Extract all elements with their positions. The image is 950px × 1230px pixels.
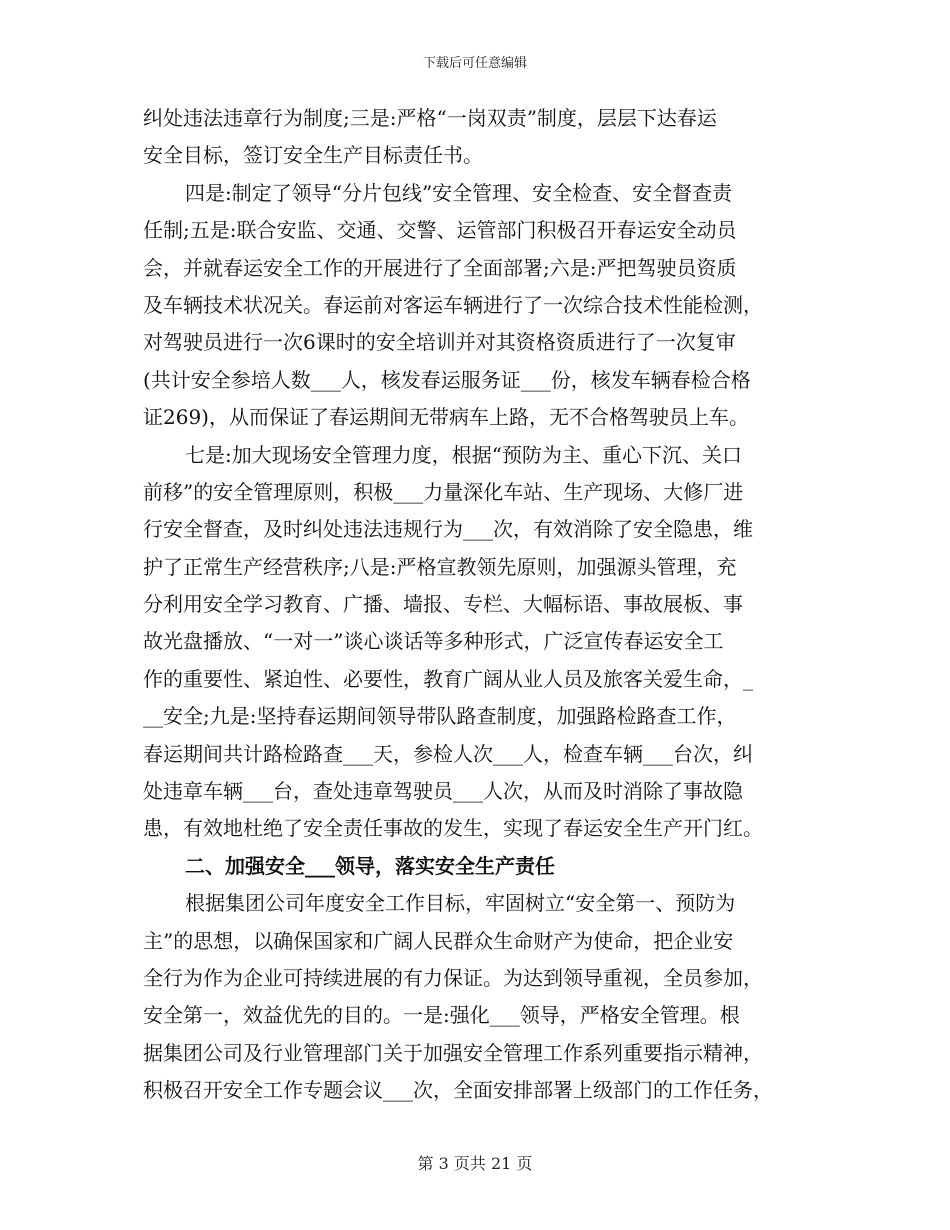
body-line: 作的重要性、紧迫性、必要性，教育广阔从业人员及旅客关爱生命，_ bbox=[143, 666, 753, 691]
body-line: 前移”的安全管理原则，积极___力量深化车站、生产现场、大修厂进 bbox=[143, 479, 744, 504]
body-line: 患，有效地杜绝了安全责任事故的发生，实现了春运安全生产开门红。 bbox=[143, 816, 763, 841]
body-line: 全行为作为企业可持续进展的有力保证。为达到领导重视，全员参加， bbox=[143, 965, 763, 990]
body-line: (共计安全参培人数___人，核发春运服务证___份，核发车辆春检合格 bbox=[143, 367, 751, 392]
body-line: 对驾驶员进行一次6课时的安全培训并对其资格资质进行了一次复审 bbox=[143, 330, 736, 355]
body-line: 据集团公司及行业管理部门关于加强安全管理工作系列重要指示精神， bbox=[143, 1040, 763, 1065]
body-line: 行安全督查，及时纠处违法违规行为___次，有效消除了安全隐患，维 bbox=[143, 517, 753, 542]
body-line: 分利用安全学习教育、广播、墙报、专栏、大幅标语、事故展板、事 bbox=[143, 592, 743, 617]
page-number: 第 3 页共 21 页 bbox=[417, 1154, 533, 1173]
body-line: 任制;五是:联合安监、交通、交警、运管部门积极召开春运安全动员 bbox=[143, 218, 737, 243]
document-body bbox=[143, 100, 815, 1110]
body-line: 安全目标，签订安全生产目标责任书。 bbox=[143, 143, 483, 168]
page-header: 下载后可任意编辑 bbox=[422, 56, 527, 71]
body-line: 证269)，从而保证了春运期间无带病车上路，无不合格驾驶员上车。 bbox=[143, 405, 749, 430]
body-line: 处违章车辆___台，查处违章驾驶员___人次，从而及时消除了事故隐 bbox=[143, 779, 743, 804]
section-heading: 二、加强安全___领导，落实安全生产责任 bbox=[185, 853, 555, 878]
body-line: 会，并就春运安全工作的开展进行了全面部署;六是:严把驾驶员资质 bbox=[143, 255, 737, 280]
body-line: 安全第一，效益优先的目的。一是:强化___领导，严格安全管理。根 bbox=[143, 1003, 740, 1028]
body-line: 故光盘播放、“一对一”谈心谈话等多种形式，广泛宣传春运安全工 bbox=[143, 629, 724, 654]
body-line: 及车辆技术状况关。春运前对客运车辆进行了一次综合技术性能检测， bbox=[143, 292, 763, 317]
paragraph-start-line: 七是:加大现场安全管理力度，根据“预防为主、重心下沉、关口 bbox=[185, 442, 742, 467]
paragraph-start-line: 根据集团公司年度安全工作目标，牢固树立“安全第一、预防为 bbox=[185, 891, 736, 916]
body-line: __安全;九是:坚持春运期间领导带队路查制度，加强路检路查工作， bbox=[143, 704, 737, 729]
body-line: 护了正常生产经营秩序;八是:严格宣教领先原则，加强源头管理，充 bbox=[143, 554, 737, 579]
body-line: 主”的思想，以确保国家和广阔人民群众生命财产为使命，把企业安 bbox=[143, 928, 734, 953]
paragraph-start-line: 四是:制定了领导“分片包线”安全管理、安全检查、安全督查责 bbox=[185, 180, 733, 205]
body-line: 积极召开安全工作专题会议___次，全面安排部署上级部门的工作任务， bbox=[143, 1078, 773, 1103]
body-line: 纠处违法违章行为制度;三是:严格“一岗双责”制度，层层下达春运 bbox=[143, 106, 717, 130]
body-line: 春运期间共计路检路查___天，参检人次___人，检查车辆___台次，纠 bbox=[143, 741, 753, 766]
